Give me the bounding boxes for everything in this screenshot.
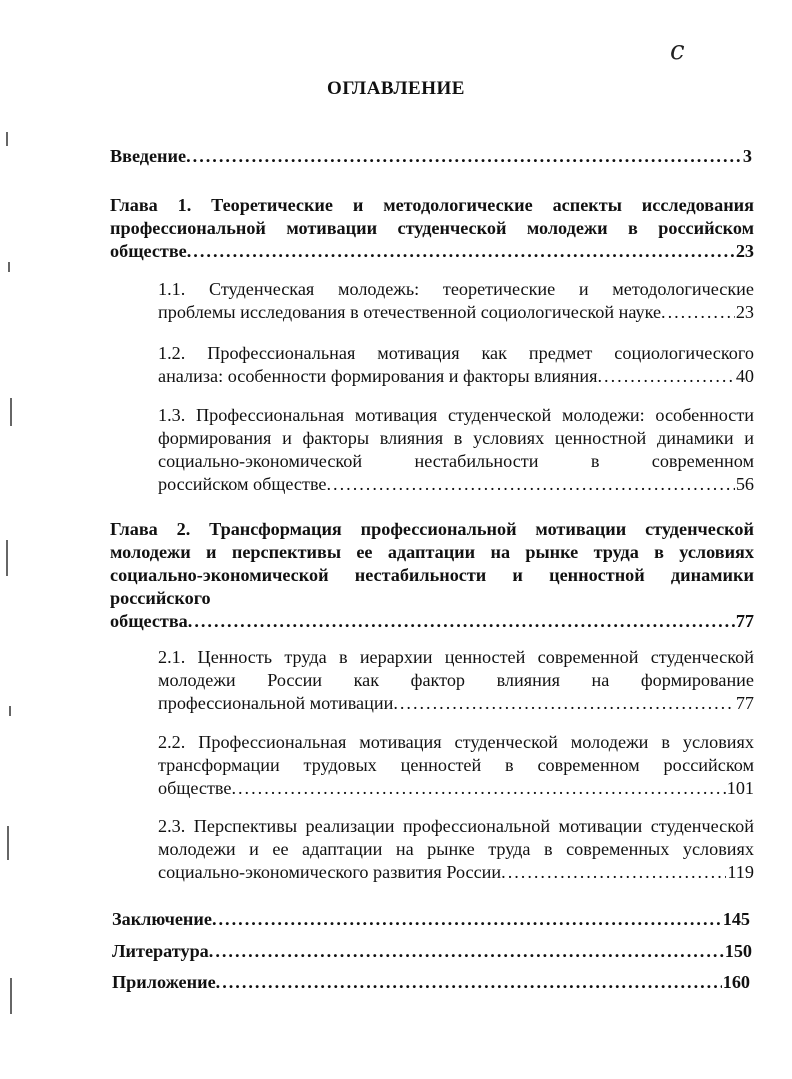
toc-entry-literature [112,940,752,963]
toc-entry-section-2-1 [158,646,754,715]
toc-entry-text: Глава 2. Трансформация профессиональной мотивации студенческой молодежи и перспективы ее адаптации на рынке труда в условиях социально-экономической нестабильности и ценностной динамики [110,519,754,585]
toc-entry-text: 1.2. Профессиональная мотивация как предмет социологического [158,343,754,363]
leader-dots [212,908,722,931]
leader-dots [598,365,735,388]
toc-entry-appendix [112,971,750,994]
toc-entry-section-1-3 [158,404,754,496]
leader-dots [231,777,725,800]
leader-dots [501,861,726,884]
toc-page-number: 119 [727,862,754,882]
toc-page-number: 23 [735,302,754,322]
scan-edge-marks [0,0,24,1079]
toc-page-number: 145 [722,909,750,929]
toc-entry-text: 1.3. Профессиональная мотивация студенческой молодежи: особенности формирования и факторы влияния в условиях ценностной динамики и социально-экономической нестабильности в современном [158,405,754,471]
leader-dots [393,692,735,715]
toc-entry-chapter-1 [110,194,754,263]
page-title: ОГЛАВЛЕНИЕ [327,78,465,99]
toc-page-number: 40 [735,366,754,386]
leader-dots [187,240,735,263]
toc-entry-last-line: обществе [158,778,232,798]
toc-entry-intro [110,145,752,168]
toc-entry-chapter-2 [110,518,754,633]
toc-entry-text: 2.2. Профессиональная мотивация студенческой молодежи в условиях трансформации трудовых ценностей в современном российском [158,732,754,775]
leader-dots [216,971,722,994]
toc-entry-section-1-1 [158,278,754,324]
toc-entry-last-line: российском обществе [158,474,327,494]
toc-page-number: 101 [726,778,754,798]
leader-dots [661,301,735,324]
toc-entry-section-1-2 [158,342,754,388]
leader-dots [186,145,742,168]
toc-entry-last-line: профессиональной мотивации [158,693,394,713]
toc-entry-last-line: общества [110,611,188,631]
toc-entry-text: Глава 1. Теоретические и методологические аспекты исследования профессиональной мотивации студенческой молодежи в российском [110,195,754,238]
toc-page-number: 160 [722,972,750,992]
toc-entry-label: Приложение [112,972,216,992]
leader-dots [209,940,724,963]
handwritten-page-mark: с [670,36,685,66]
toc-entry-label: Литература [112,941,209,961]
toc-page-number: 56 [735,474,754,494]
leader-dots [188,610,735,633]
toc-entry-mid-line: российского [110,588,211,608]
toc-page-number: 150 [724,941,752,961]
leader-dots [327,473,735,496]
toc-entry-last-line: проблемы исследования в отечественной социологической науке [158,302,662,322]
toc-entry-last-line: социально-экономического развития России [158,862,502,882]
toc-entry-label: Заключение [112,909,212,929]
toc-entry-last-line: обществе [110,241,187,261]
toc-page-number: 23 [735,241,754,261]
toc-entry-text: 1.1. Студенческая молодежь: теоретические и методологические [158,279,754,299]
toc-entry-section-2-2 [158,731,754,800]
toc-entry-text: 2.3. Перспективы реализации профессиональной мотивации студенческой молодежи и ее адаптации на рынке труда в современных условиях [158,816,754,859]
toc-page-number: 77 [735,611,754,631]
toc-entry-label: Введение [110,146,187,166]
toc-entry-conclusion [112,908,750,931]
toc-entry-section-2-3 [158,815,754,884]
toc-page-number: 3 [742,146,752,166]
toc-entry-last-line: анализа: особенности формирования и факторы влияния [158,366,598,386]
toc-entry-text: 2.1. Ценность труда в иерархии ценностей современной студенческой молодежи России как фактор влияния на формирование [158,647,754,690]
toc-page-number: 77 [735,693,754,713]
